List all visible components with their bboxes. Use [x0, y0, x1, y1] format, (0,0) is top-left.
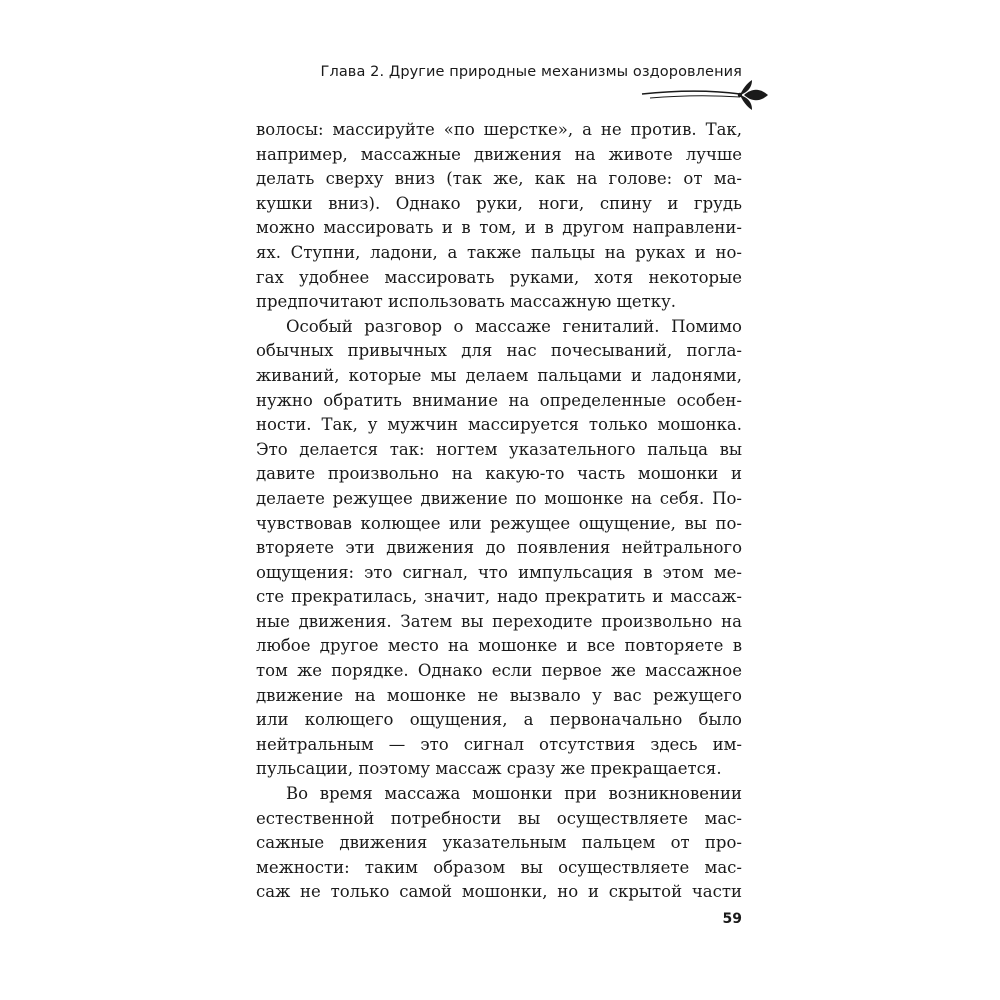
text-line: предпочитают использовать массажную щетку. — [256, 292, 677, 312]
text-line: Это делается так: ногтем указательного пальца вы — [256, 439, 742, 459]
fleuron-ornament-icon — [640, 68, 770, 110]
text-line: живаний, которые мы делаем пальцами и ладонями, — [256, 365, 742, 385]
text-line: вторяете эти движения до появления нейтрального — [256, 538, 742, 558]
text-line: движение на мошонке не вызвало у вас режущего — [256, 685, 742, 705]
text-line: например, массажные движения на животе лучше — [256, 144, 742, 164]
text-line: чувствовав колющее или режущее ощущение, вы по- — [256, 513, 742, 533]
text-line: саж не только самой мошонки, но и скрытой части — [256, 882, 742, 902]
text-line: волосы: массируйте «по шерстке», а не против. Так, — [256, 120, 742, 139]
text-line: нужно обратить внимание на определенные особен- — [256, 390, 742, 410]
running-head: Глава 2. Другие природные механизмы оздоровления — [320, 64, 742, 80]
text-line: том же порядке. Однако если первое же массажное — [256, 661, 742, 681]
text-line: Особый разговор о массаже гениталий. Помимо — [286, 316, 742, 336]
text-line: ные движения. Затем вы переходите произвольно на — [256, 611, 742, 631]
text-line: ности. Так, у мужчин массируется только мошонка. — [256, 415, 742, 435]
text-line: ях. Ступни, ладони, а также пальцы на руках и но- — [256, 242, 742, 262]
text-line: сажные движения указательным пальцем от про- — [256, 833, 742, 853]
page-number: 59 — [722, 911, 742, 927]
text-line: сте прекратилась, значит, надо прекратить и массаж- — [256, 587, 742, 607]
text-line: делать сверху вниз (так же, как на голове: от ма- — [256, 169, 742, 189]
text-line: обычных привычных для нас почесываний, погла- — [256, 341, 742, 361]
text-line: ощущения: это сигнал, что импульсация в этом ме- — [256, 562, 742, 582]
text-line: делаете режущее движение по мошонке на себя. По- — [256, 488, 742, 508]
text-line: давите произвольно на какую-то часть мошонки и — [256, 464, 742, 484]
text-line: нейтральным — это сигнал отсутствия здесь им- — [256, 734, 742, 754]
text-line: кушки вниз). Однако руки, ноги, спину и грудь — [256, 193, 742, 213]
body-text — [256, 118, 742, 905]
text-line: можно массировать и в том, и в другом направлени- — [256, 218, 742, 238]
text-line: естественной потребности вы осуществляете мас- — [256, 808, 742, 828]
text-line: пульсации, поэтому массаж сразу же прекращается. — [256, 759, 722, 779]
text-line: межности: таким образом вы осуществляете мас- — [256, 857, 742, 877]
text-line: любое другое место на мошонке и все повторяете в — [256, 636, 742, 656]
text-line: Во время массажа мошонки при возникновении — [286, 784, 742, 804]
text-line: гах удобнее массировать руками, хотя некоторые — [256, 267, 742, 287]
text-line: или колющего ощущения, а первоначально было — [256, 710, 742, 730]
